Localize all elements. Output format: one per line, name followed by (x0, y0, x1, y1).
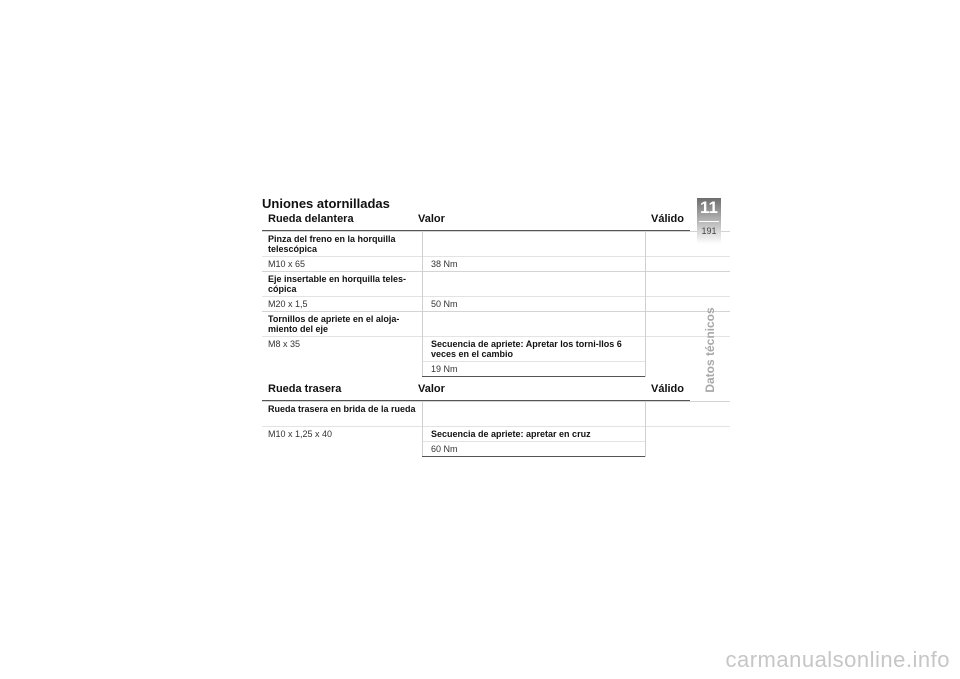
table-row (262, 337, 730, 362)
header-valid: Válido (650, 213, 684, 225)
table-row (262, 312, 730, 337)
header-component: Rueda delantera (268, 213, 354, 225)
header-component: Rueda trasera (268, 383, 342, 395)
chapter-side-label (700, 307, 720, 393)
front-wheel-rows (262, 231, 730, 377)
group-title: Eje insertable en horquilla teles-cópica (262, 272, 423, 297)
table-row (262, 297, 730, 312)
header-value: Valor (418, 213, 445, 225)
group-title: Tornillos de apriete en el aloja-miento del eje (262, 312, 423, 337)
rear-wheel-table (262, 378, 690, 457)
spec-cell: M10 x 1,25 x 40 (262, 427, 423, 457)
value-cell: 60 Nm (423, 442, 646, 457)
spec-cell: M20 x 1,5 (262, 297, 423, 312)
chapter-number: 11 (700, 198, 718, 217)
section-title: Uniones atornilladas (262, 196, 390, 211)
value-cell: 38 Nm (423, 257, 646, 272)
chapter-divider (699, 221, 719, 222)
table-row (262, 257, 730, 272)
header-valid: Válido (650, 383, 684, 395)
table-row (262, 272, 730, 297)
sequence-cell: Secuencia de apriete: Apretar los torni-llos 6 veces en el cambio (423, 337, 646, 362)
group-title: Pinza del freno en la horquilla telescópica (262, 232, 423, 257)
value-cell: 19 Nm (423, 362, 646, 377)
watermark: carmanualsonline.info (725, 647, 950, 672)
table-header (262, 378, 690, 401)
page-number: 191 (701, 226, 717, 236)
value-cell: 50 Nm (423, 297, 646, 312)
table-row (262, 402, 730, 427)
chapter-side-label-text: Datos técnicos (703, 307, 717, 393)
spec-cell: M8 x 35 (262, 337, 423, 377)
front-wheel-table (262, 208, 690, 377)
spec-cell: M10 x 65 (262, 257, 423, 272)
table-row (262, 427, 730, 442)
header-value: Valor (418, 383, 445, 395)
rear-wheel-rows (262, 401, 730, 457)
group-title: Rueda trasera en brida de la rueda (262, 402, 423, 427)
table-row (262, 232, 730, 257)
table-header (262, 208, 690, 231)
sequence-cell: Secuencia de apriete: apretar en cruz (423, 427, 646, 442)
